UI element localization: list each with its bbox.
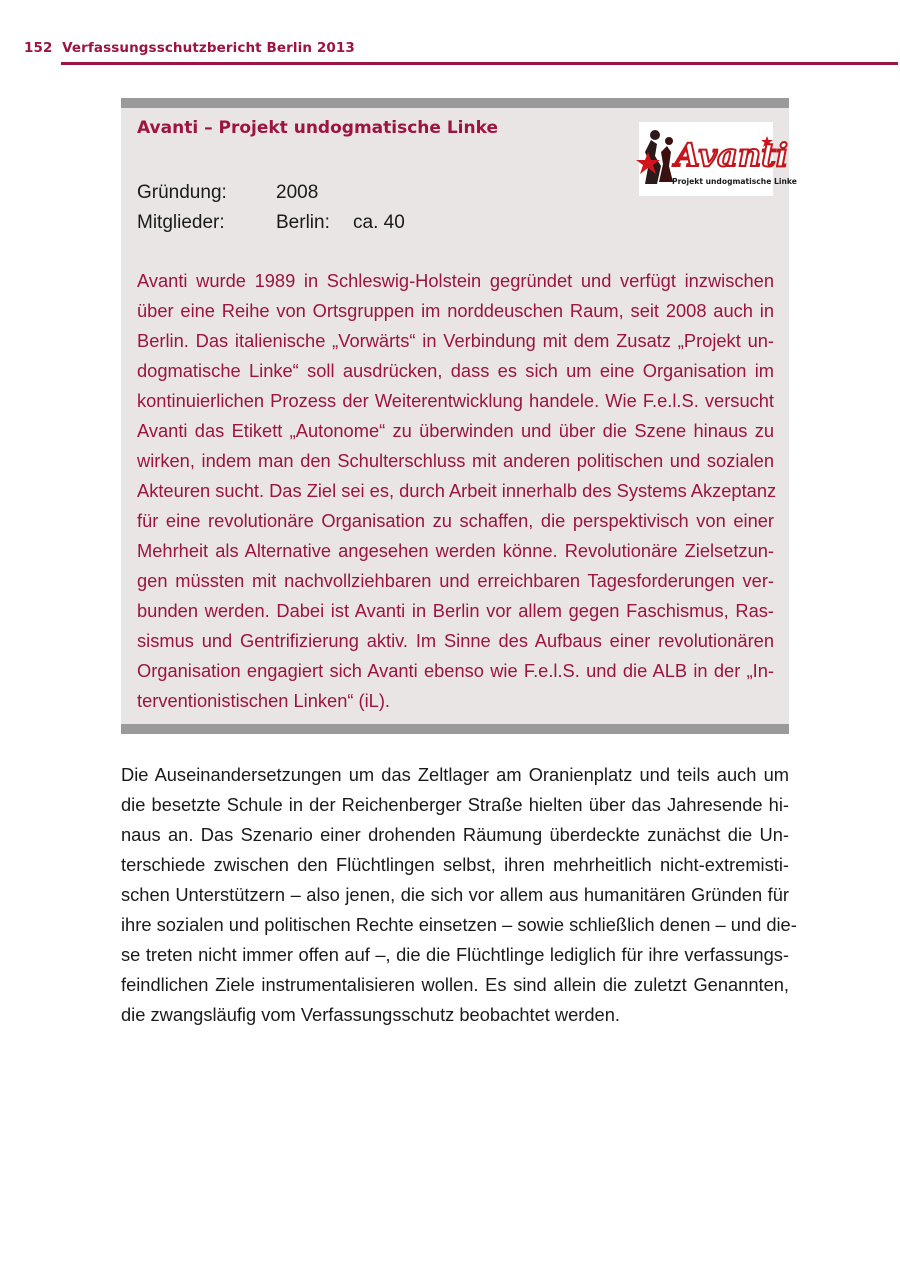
box-line: Avanti das Etikett „Autonome“ zu überwinden und über die Szene hinaus zu bbox=[137, 420, 774, 441]
founded-label: Gründung: bbox=[137, 182, 227, 203]
running-header bbox=[24, 40, 898, 56]
founded-value: 2008 bbox=[276, 182, 319, 203]
body-line: die besetzte Schule in der Reichenberger Straße hielten über das Jahresende hi- bbox=[121, 794, 789, 815]
box-title: Avanti – Projekt undogmatische Linke bbox=[137, 118, 498, 138]
founded-row bbox=[137, 178, 537, 208]
box-paragraph bbox=[137, 266, 777, 716]
box-line: kontinuierlichen Prozess der Weiterentwicklung handele. Wie F.e.l.S. versucht bbox=[137, 390, 774, 411]
box-line: Akteuren sucht. Das Ziel sei es, durch Arbeit innerhalb des Systems Akzeptanz bbox=[137, 480, 777, 501]
members-value: ca. 40 bbox=[353, 212, 405, 233]
box-line: gen müssten mit nachvollziehbaren und erreichbaren Tagesforderungen ver- bbox=[137, 570, 774, 591]
body-line: ihre sozialen und politischen Rechte einsetzen – sowie schließlich denen – und die- bbox=[121, 914, 797, 935]
info-box bbox=[121, 98, 797, 734]
body-line: feindlichen Ziele instrumentalisieren wollen. Es sind allein die zuletzt Genannten, bbox=[121, 974, 789, 995]
box-line: terventionistischen Linken“ (iL). bbox=[137, 690, 391, 711]
box-top-bar bbox=[121, 98, 789, 108]
box-line: Organisation engagiert sich Avanti ebenso wie F.e.l.S. und die ALB in der „In- bbox=[137, 660, 774, 681]
members-label: Mitglieder: bbox=[137, 212, 225, 233]
box-line: dogmatische Linke“ soll ausdrücken, dass es sich um eine Organisation im bbox=[137, 360, 774, 381]
box-line: sismus und Gentrifizierung aktiv. Im Sinne des Aufbaus einer revolutionären bbox=[137, 630, 774, 651]
body-line: Die Auseinandersetzungen um das Zeltlager am Oranienplatz und teils auch um bbox=[121, 764, 789, 785]
body-paragraph bbox=[121, 760, 797, 1030]
members-place: Berlin: bbox=[276, 212, 330, 233]
header-rule bbox=[61, 62, 898, 65]
logo-wordmark: Avanti bbox=[675, 136, 789, 174]
document-title: Verfassungsschutzbericht Berlin 2013 bbox=[62, 40, 355, 56]
box-line: über eine Reihe von Ortsgruppen im norddeuschen Raum, seit 2008 auch in bbox=[137, 300, 774, 321]
box-line: Avanti wurde 1989 in Schleswig-Holstein gegründet und verfügt inzwischen bbox=[137, 270, 774, 291]
avanti-logo bbox=[639, 122, 797, 196]
box-bottom-bar bbox=[121, 724, 789, 734]
body-line: se treten nicht immer offen auf –, die die Flüchtlinge lediglich für ihre verfassungs- bbox=[121, 944, 789, 965]
box-line: für eine revolutionäre Organisation zu schaffen, die perspektivisch von einer bbox=[137, 510, 774, 531]
body-line: schen Unterstützern – also jenen, die sich vor allem aus humanitären Gründen für bbox=[121, 884, 789, 905]
box-line: bunden werden. Dabei ist Avanti in Berlin vor allem gegen Faschismus, Ras- bbox=[137, 600, 774, 621]
logo-subtitle: Projekt undogmatische Linke bbox=[672, 177, 797, 186]
box-line: Berlin. Das italienische „Vorwärts“ in Verbindung mit dem Zusatz „Projekt un- bbox=[137, 330, 774, 351]
box-line: Mehrheit als Alternative angesehen werden könne. Revolutionäre Zielsetzun- bbox=[137, 540, 774, 561]
members-row bbox=[137, 208, 537, 238]
body-line: naus an. Das Szenario einer drohenden Räumung überdeckte zunächst die Un- bbox=[121, 824, 789, 845]
page-number: 152 bbox=[24, 40, 53, 56]
body-line: die zwangsläufig vom Verfassungsschutz beobachtet werden. bbox=[121, 1004, 620, 1025]
avanti-logo-graphic bbox=[639, 122, 797, 196]
box-line: wirken, indem man den Schulterschluss mit anderen politischen und sozialen bbox=[137, 450, 774, 471]
fact-sheet bbox=[137, 178, 537, 238]
body-line: terschiede zwischen den Flüchtlingen selbst, ihren mehrheitlich nicht-extremisti- bbox=[121, 854, 789, 875]
